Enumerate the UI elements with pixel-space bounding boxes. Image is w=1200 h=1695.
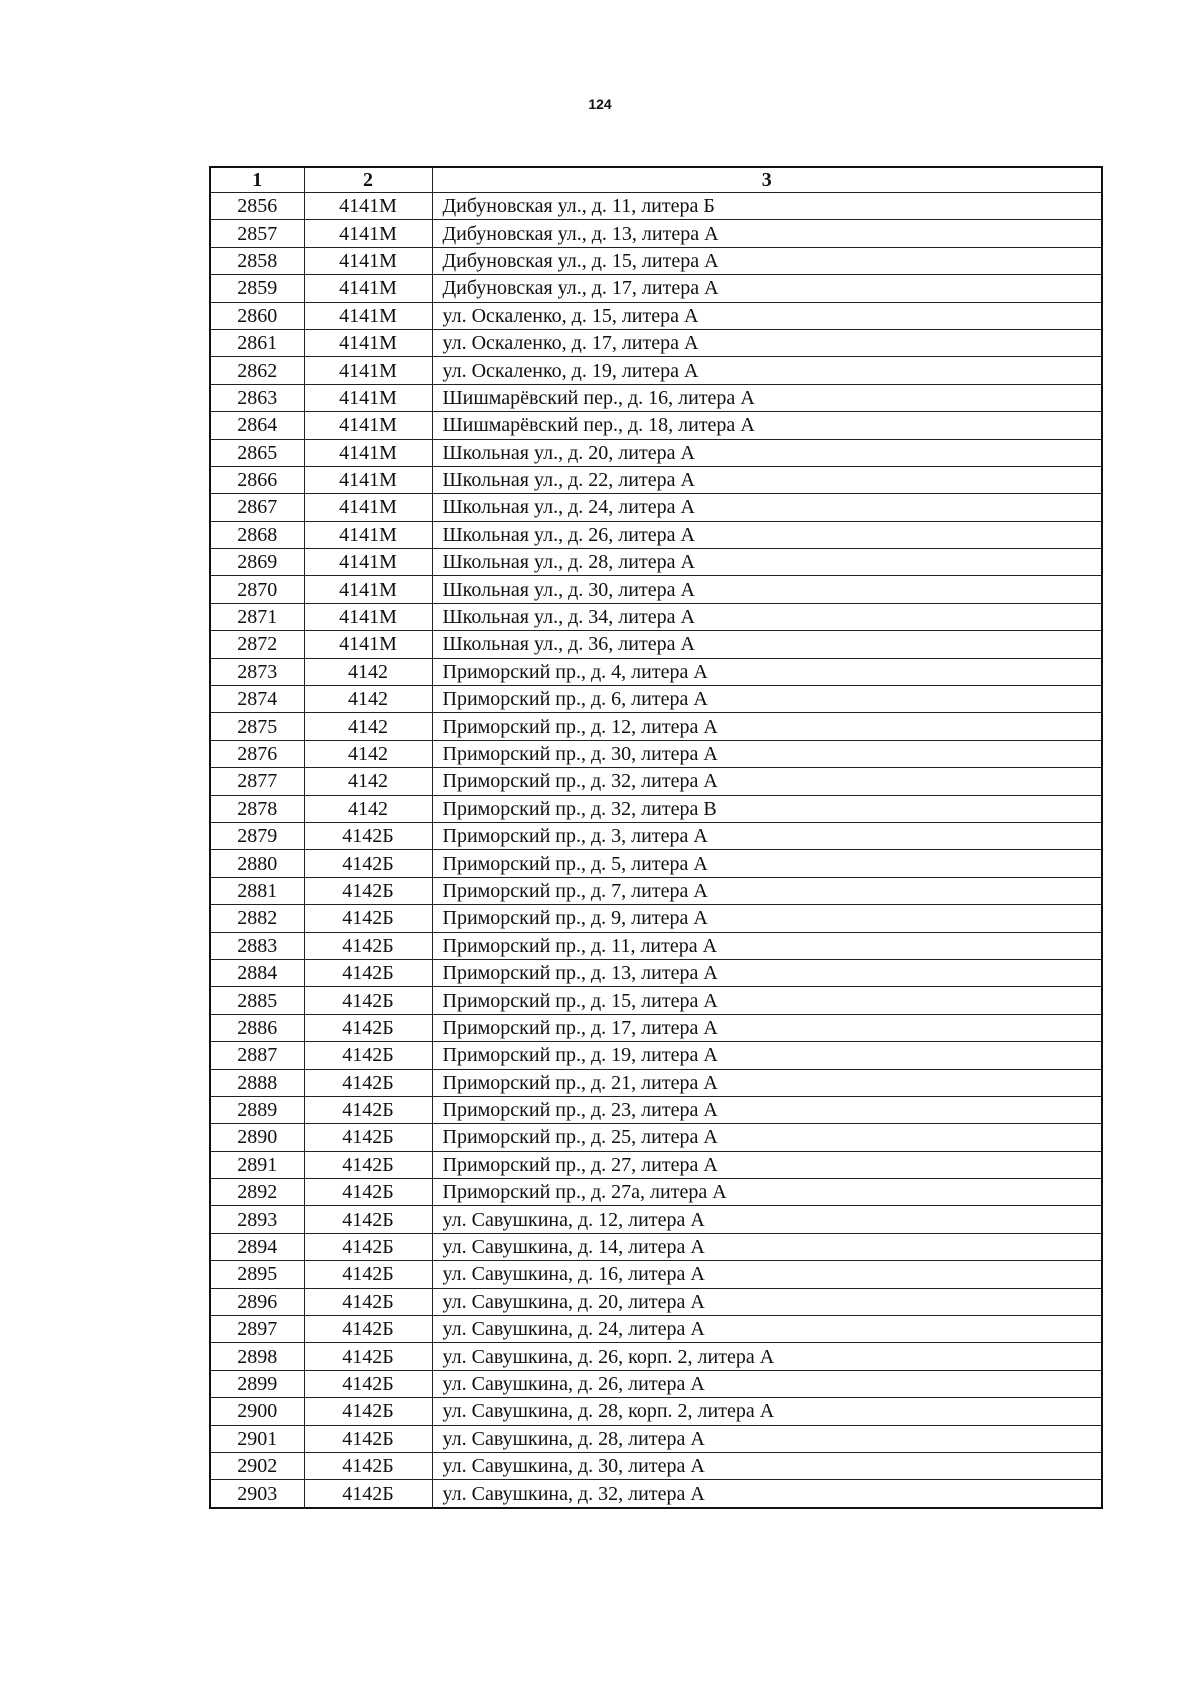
table-row bbox=[210, 1233, 1102, 1260]
table-row bbox=[210, 1042, 1102, 1069]
address-cell: ул. Савушкина, д. 32, литера А bbox=[432, 1480, 1102, 1508]
table-row bbox=[210, 549, 1102, 576]
address-cell: Приморский пр., д. 11, литера А bbox=[432, 932, 1102, 959]
table-body bbox=[210, 193, 1102, 1508]
row-number-cell: 2858 bbox=[210, 247, 304, 274]
block-code-cell: 4142Б bbox=[304, 1480, 432, 1508]
block-code-cell: 4141М bbox=[304, 329, 432, 356]
row-number-cell: 2881 bbox=[210, 877, 304, 904]
row-number-cell: 2900 bbox=[210, 1398, 304, 1425]
table-row bbox=[210, 439, 1102, 466]
row-number-cell: 2874 bbox=[210, 686, 304, 713]
table-row bbox=[210, 302, 1102, 329]
table-row bbox=[210, 877, 1102, 904]
address-table bbox=[209, 166, 1103, 1509]
row-number-cell: 2863 bbox=[210, 384, 304, 411]
table-row bbox=[210, 1206, 1102, 1233]
block-code-cell: 4142Б bbox=[304, 1425, 432, 1452]
address-cell: Приморский пр., д. 9, литера А bbox=[432, 905, 1102, 932]
block-code-cell: 4141М bbox=[304, 193, 432, 220]
address-cell: Приморский пр., д. 19, литера А bbox=[432, 1042, 1102, 1069]
row-number-cell: 2871 bbox=[210, 603, 304, 630]
block-code-cell: 4142Б bbox=[304, 1096, 432, 1123]
table-row bbox=[210, 576, 1102, 603]
table-row bbox=[210, 1124, 1102, 1151]
address-cell: ул. Оскаленко, д. 17, литера А bbox=[432, 329, 1102, 356]
address-cell: Дибуновская ул., д. 11, литера Б bbox=[432, 193, 1102, 220]
block-code-cell: 4142Б bbox=[304, 1206, 432, 1233]
row-number-cell: 2869 bbox=[210, 549, 304, 576]
table-row bbox=[210, 1425, 1102, 1452]
table-row bbox=[210, 1480, 1102, 1508]
row-number-cell: 2857 bbox=[210, 220, 304, 247]
block-code-cell: 4142Б bbox=[304, 1398, 432, 1425]
row-number-cell: 2897 bbox=[210, 1316, 304, 1343]
row-number-cell: 2895 bbox=[210, 1261, 304, 1288]
block-code-cell: 4141М bbox=[304, 302, 432, 329]
block-code-cell: 4142 bbox=[304, 795, 432, 822]
table-row bbox=[210, 603, 1102, 630]
row-number-cell: 2888 bbox=[210, 1069, 304, 1096]
table-row bbox=[210, 1370, 1102, 1397]
table-row bbox=[210, 822, 1102, 849]
block-code-cell: 4141М bbox=[304, 603, 432, 630]
address-cell: Приморский пр., д. 17, литера А bbox=[432, 1014, 1102, 1041]
block-code-cell: 4142 bbox=[304, 658, 432, 685]
table-row bbox=[210, 795, 1102, 822]
row-number-cell: 2880 bbox=[210, 850, 304, 877]
block-code-cell: 4142Б bbox=[304, 1343, 432, 1370]
table-row bbox=[210, 247, 1102, 274]
table-row bbox=[210, 1343, 1102, 1370]
table-row bbox=[210, 1151, 1102, 1178]
table-row bbox=[210, 658, 1102, 685]
page-number: 124 bbox=[588, 96, 612, 112]
row-number-cell: 2890 bbox=[210, 1124, 304, 1151]
address-cell: ул. Савушкина, д. 12, литера А bbox=[432, 1206, 1102, 1233]
table-row bbox=[210, 932, 1102, 959]
address-cell: Приморский пр., д. 32, литера В bbox=[432, 795, 1102, 822]
address-cell: Школьная ул., д. 24, литера А bbox=[432, 494, 1102, 521]
table-row bbox=[210, 713, 1102, 740]
address-cell: Шишмарёвский пер., д. 18, литера А bbox=[432, 412, 1102, 439]
block-code-cell: 4142 bbox=[304, 740, 432, 767]
row-number-cell: 2887 bbox=[210, 1042, 304, 1069]
address-cell: Приморский пр., д. 5, литера А bbox=[432, 850, 1102, 877]
block-code-cell: 4142Б bbox=[304, 932, 432, 959]
table-row bbox=[210, 412, 1102, 439]
address-cell: ул. Савушкина, д. 16, литера А bbox=[432, 1261, 1102, 1288]
address-cell: Школьная ул., д. 20, литера А bbox=[432, 439, 1102, 466]
table-row bbox=[210, 740, 1102, 767]
block-code-cell: 4142Б bbox=[304, 959, 432, 986]
address-cell: Школьная ул., д. 30, литера А bbox=[432, 576, 1102, 603]
address-cell: Приморский пр., д. 4, литера А bbox=[432, 658, 1102, 685]
address-cell: Приморский пр., д. 3, литера А bbox=[432, 822, 1102, 849]
address-cell: ул. Оскаленко, д. 15, литера А bbox=[432, 302, 1102, 329]
block-code-cell: 4142Б bbox=[304, 905, 432, 932]
block-code-cell: 4141М bbox=[304, 357, 432, 384]
block-code-cell: 4142Б bbox=[304, 987, 432, 1014]
table-row bbox=[210, 466, 1102, 493]
table-row bbox=[210, 357, 1102, 384]
address-cell: Приморский пр., д. 15, литера А bbox=[432, 987, 1102, 1014]
address-cell: Приморский пр., д. 23, литера А bbox=[432, 1096, 1102, 1123]
address-cell: Дибуновская ул., д. 15, литера А bbox=[432, 247, 1102, 274]
block-code-cell: 4141М bbox=[304, 521, 432, 548]
row-number-cell: 2903 bbox=[210, 1480, 304, 1508]
row-number-cell: 2872 bbox=[210, 631, 304, 658]
address-cell: ул. Савушкина, д. 28, литера А bbox=[432, 1425, 1102, 1452]
row-number-cell: 2886 bbox=[210, 1014, 304, 1041]
address-cell: Школьная ул., д. 36, литера А bbox=[432, 631, 1102, 658]
block-code-cell: 4141М bbox=[304, 247, 432, 274]
table-row bbox=[210, 329, 1102, 356]
table-row bbox=[210, 494, 1102, 521]
row-number-cell: 2889 bbox=[210, 1096, 304, 1123]
row-number-cell: 2868 bbox=[210, 521, 304, 548]
block-code-cell: 4142Б bbox=[304, 1014, 432, 1041]
row-number-cell: 2861 bbox=[210, 329, 304, 356]
row-number-cell: 2902 bbox=[210, 1452, 304, 1479]
table-row bbox=[210, 1014, 1102, 1041]
address-cell: Школьная ул., д. 22, литера А bbox=[432, 466, 1102, 493]
address-cell: Шишмарёвский пер., д. 16, литера А bbox=[432, 384, 1102, 411]
table-row bbox=[210, 193, 1102, 220]
header-col-2: 2 bbox=[304, 167, 432, 193]
table-row bbox=[210, 959, 1102, 986]
table-header bbox=[210, 167, 1102, 193]
row-number-cell: 2894 bbox=[210, 1233, 304, 1260]
block-code-cell: 4141М bbox=[304, 439, 432, 466]
address-cell: Приморский пр., д. 27а, литера А bbox=[432, 1179, 1102, 1206]
block-code-cell: 4142Б bbox=[304, 1042, 432, 1069]
row-number-cell: 2870 bbox=[210, 576, 304, 603]
table-row bbox=[210, 1096, 1102, 1123]
table-row bbox=[210, 1261, 1102, 1288]
table-row bbox=[210, 987, 1102, 1014]
address-cell: Приморский пр., д. 27, литера А bbox=[432, 1151, 1102, 1178]
block-code-cell: 4142Б bbox=[304, 1124, 432, 1151]
address-cell: Приморский пр., д. 32, литера А bbox=[432, 768, 1102, 795]
row-number-cell: 2856 bbox=[210, 193, 304, 220]
address-cell: Приморский пр., д. 12, литера А bbox=[432, 713, 1102, 740]
row-number-cell: 2873 bbox=[210, 658, 304, 685]
block-code-cell: 4142Б bbox=[304, 877, 432, 904]
table-row bbox=[210, 768, 1102, 795]
table-row bbox=[210, 1179, 1102, 1206]
row-number-cell: 2877 bbox=[210, 768, 304, 795]
table-row bbox=[210, 1069, 1102, 1096]
table-row bbox=[210, 384, 1102, 411]
block-code-cell: 4142Б bbox=[304, 1288, 432, 1315]
block-code-cell: 4141М bbox=[304, 384, 432, 411]
row-number-cell: 2891 bbox=[210, 1151, 304, 1178]
address-cell: ул. Савушкина, д. 30, литера А bbox=[432, 1452, 1102, 1479]
row-number-cell: 2859 bbox=[210, 275, 304, 302]
row-number-cell: 2860 bbox=[210, 302, 304, 329]
table-row bbox=[210, 1452, 1102, 1479]
block-code-cell: 4142Б bbox=[304, 1179, 432, 1206]
row-number-cell: 2883 bbox=[210, 932, 304, 959]
address-cell: ул. Савушкина, д. 20, литера А bbox=[432, 1288, 1102, 1315]
address-cell: Приморский пр., д. 7, литера А bbox=[432, 877, 1102, 904]
address-cell: Приморский пр., д. 30, литера А bbox=[432, 740, 1102, 767]
address-cell: Дибуновская ул., д. 13, литера А bbox=[432, 220, 1102, 247]
header-col-3: 3 bbox=[432, 167, 1102, 193]
address-cell: Приморский пр., д. 21, литера А bbox=[432, 1069, 1102, 1096]
row-number-cell: 2865 bbox=[210, 439, 304, 466]
row-number-cell: 2892 bbox=[210, 1179, 304, 1206]
block-code-cell: 4142 bbox=[304, 686, 432, 713]
block-code-cell: 4141М bbox=[304, 412, 432, 439]
block-code-cell: 4142Б bbox=[304, 1233, 432, 1260]
address-cell: Дибуновская ул., д. 17, литера А bbox=[432, 275, 1102, 302]
row-number-cell: 2885 bbox=[210, 987, 304, 1014]
block-code-cell: 4142Б bbox=[304, 1316, 432, 1343]
table-row bbox=[210, 1316, 1102, 1343]
block-code-cell: 4142Б bbox=[304, 1261, 432, 1288]
row-number-cell: 2878 bbox=[210, 795, 304, 822]
address-cell: Школьная ул., д. 34, литера А bbox=[432, 603, 1102, 630]
block-code-cell: 4142 bbox=[304, 768, 432, 795]
table-row bbox=[210, 1398, 1102, 1425]
address-cell: Приморский пр., д. 25, литера А bbox=[432, 1124, 1102, 1151]
row-number-cell: 2882 bbox=[210, 905, 304, 932]
row-number-cell: 2864 bbox=[210, 412, 304, 439]
row-number-cell: 2867 bbox=[210, 494, 304, 521]
block-code-cell: 4142 bbox=[304, 713, 432, 740]
address-cell: Приморский пр., д. 13, литера А bbox=[432, 959, 1102, 986]
address-cell: Школьная ул., д. 26, литера А bbox=[432, 521, 1102, 548]
address-cell: ул. Савушкина, д. 26, литера А bbox=[432, 1370, 1102, 1397]
table-row bbox=[210, 275, 1102, 302]
block-code-cell: 4142Б bbox=[304, 822, 432, 849]
address-cell: ул. Савушкина, д. 14, литера А bbox=[432, 1233, 1102, 1260]
block-code-cell: 4141М bbox=[304, 576, 432, 603]
row-number-cell: 2901 bbox=[210, 1425, 304, 1452]
row-number-cell: 2899 bbox=[210, 1370, 304, 1397]
row-number-cell: 2866 bbox=[210, 466, 304, 493]
block-code-cell: 4142Б bbox=[304, 1452, 432, 1479]
row-number-cell: 2875 bbox=[210, 713, 304, 740]
block-code-cell: 4142Б bbox=[304, 1069, 432, 1096]
block-code-cell: 4141М bbox=[304, 494, 432, 521]
table-row bbox=[210, 631, 1102, 658]
row-number-cell: 2879 bbox=[210, 822, 304, 849]
table-row bbox=[210, 850, 1102, 877]
block-code-cell: 4141М bbox=[304, 466, 432, 493]
address-cell: Приморский пр., д. 6, литера А bbox=[432, 686, 1102, 713]
row-number-cell: 2893 bbox=[210, 1206, 304, 1233]
row-number-cell: 2884 bbox=[210, 959, 304, 986]
table-row bbox=[210, 521, 1102, 548]
header-row bbox=[210, 167, 1102, 193]
table-row bbox=[210, 905, 1102, 932]
table-row bbox=[210, 1288, 1102, 1315]
address-cell: ул. Оскаленко, д. 19, литера А bbox=[432, 357, 1102, 384]
row-number-cell: 2862 bbox=[210, 357, 304, 384]
address-cell: ул. Савушкина, д. 26, корп. 2, литера А bbox=[432, 1343, 1102, 1370]
address-cell: Школьная ул., д. 28, литера А bbox=[432, 549, 1102, 576]
block-code-cell: 4142Б bbox=[304, 1370, 432, 1397]
block-code-cell: 4141М bbox=[304, 275, 432, 302]
row-number-cell: 2876 bbox=[210, 740, 304, 767]
table-row bbox=[210, 686, 1102, 713]
block-code-cell: 4142Б bbox=[304, 850, 432, 877]
address-cell: ул. Савушкина, д. 24, литера А bbox=[432, 1316, 1102, 1343]
address-cell: ул. Савушкина, д. 28, корп. 2, литера А bbox=[432, 1398, 1102, 1425]
row-number-cell: 2898 bbox=[210, 1343, 304, 1370]
table-row bbox=[210, 220, 1102, 247]
block-code-cell: 4142Б bbox=[304, 1151, 432, 1178]
block-code-cell: 4141М bbox=[304, 549, 432, 576]
block-code-cell: 4141М bbox=[304, 631, 432, 658]
header-col-1: 1 bbox=[210, 167, 304, 193]
row-number-cell: 2896 bbox=[210, 1288, 304, 1315]
block-code-cell: 4141М bbox=[304, 220, 432, 247]
